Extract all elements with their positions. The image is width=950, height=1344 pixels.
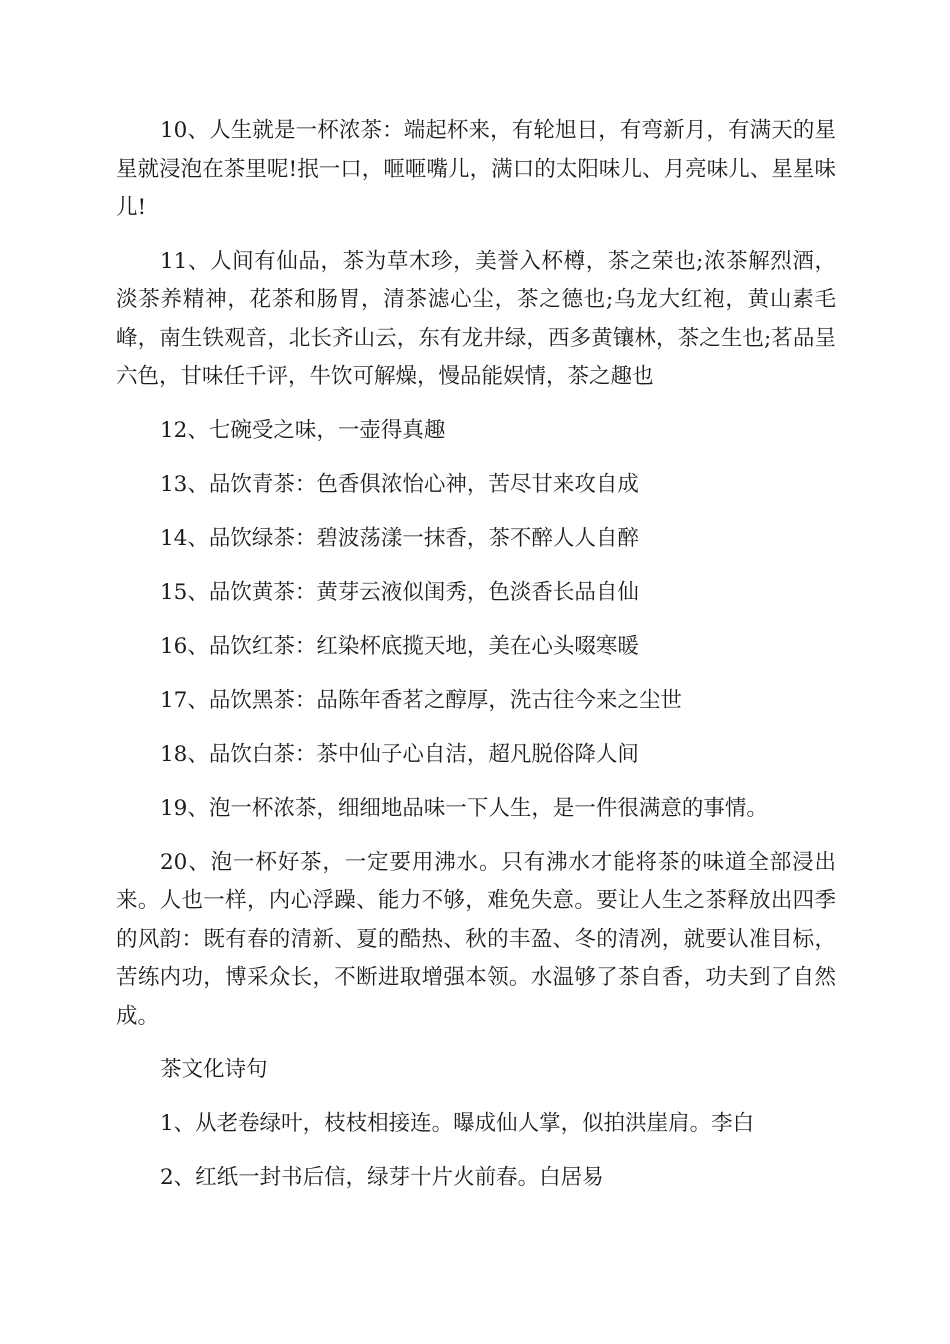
section-heading-tea-poems: 茶文化诗句 (160, 1057, 268, 1082)
paragraph-17-dark-tea: 17、品饮黑茶：品陈年香茗之醇厚，洗古往今来之尘世 (160, 687, 682, 713)
paragraph-11-tea-treasure: 11、人间有仙品，茶为草木珍，美誉入杯樽，茶之荣也;浓茶解烈酒，淡茶养精神，花茶和肠胃，清茶滤心尘，茶之德也;乌龙大红袍，黄山素毛峰，南生铁观音，北长齐山云，东有龙井绿，西多黄镶林，茶之生也;茗品呈六色，甘味任千评，牛饮可解燥，慢品能娱情，茶之趣也 (116, 248, 836, 389)
paragraph-10-strong-tea-life: 10、人生就是一杯浓茶：端起杯来，有轮旭日，有弯新月，有满天的星星就浸泡在茶里呢!抿一口，咂咂嘴儿，满口的太阳味儿、月亮味儿、星星味儿! (116, 118, 836, 220)
poem-line-1: 1、从老卷绿叶，枝枝相接连。曝成仙人掌，似拍洪崖肩。李白 (160, 1111, 755, 1136)
paragraph-16-red-tea: 16、品饮红茶：红染杯底揽天地，美在心头啜寒暖 (160, 633, 639, 659)
paragraph-13-oolong: 13、品饮青茶：色香俱浓怡心神，苦尽甘来攻自成 (160, 471, 639, 497)
document-body (116, 112, 836, 1213)
paragraph-19: 19、泡一杯浓茶，细细地品味一下人生，是一件很满意的事情。 (160, 795, 768, 821)
poem-line-2: 2、红纸一封书后信，绿芽十片火前春。白居易 (160, 1165, 604, 1190)
paragraph-20-good-tea: 20、泡一杯好茶，一定要用沸水。只有沸水才能将茶的味道全部浸出来。人也一样，内心浮躁、能力不够，难免失意。要让人生之茶释放出四季的风韵：既有春的清新、夏的酷热、秋的丰盈、冬的清冽，就要认准目标，苦练内功，博采众长，不断进取增强本领。水温够了茶自香，功夫到了自然成。 (116, 849, 836, 1029)
paragraph-12: 12、七碗受之味，一壶得真趣 (160, 417, 446, 443)
paragraph-14-green-tea: 14、品饮绿茶：碧波荡漾一抹香，茶不醉人人自醉 (160, 525, 639, 551)
paragraph-15-yellow-tea: 15、品饮黄茶：黄芽云液似闺秀，色淡香长品自仙 (160, 579, 639, 605)
paragraph-18-white-tea: 18、品饮白茶：茶中仙子心自洁，超凡脱俗降人间 (160, 741, 639, 767)
